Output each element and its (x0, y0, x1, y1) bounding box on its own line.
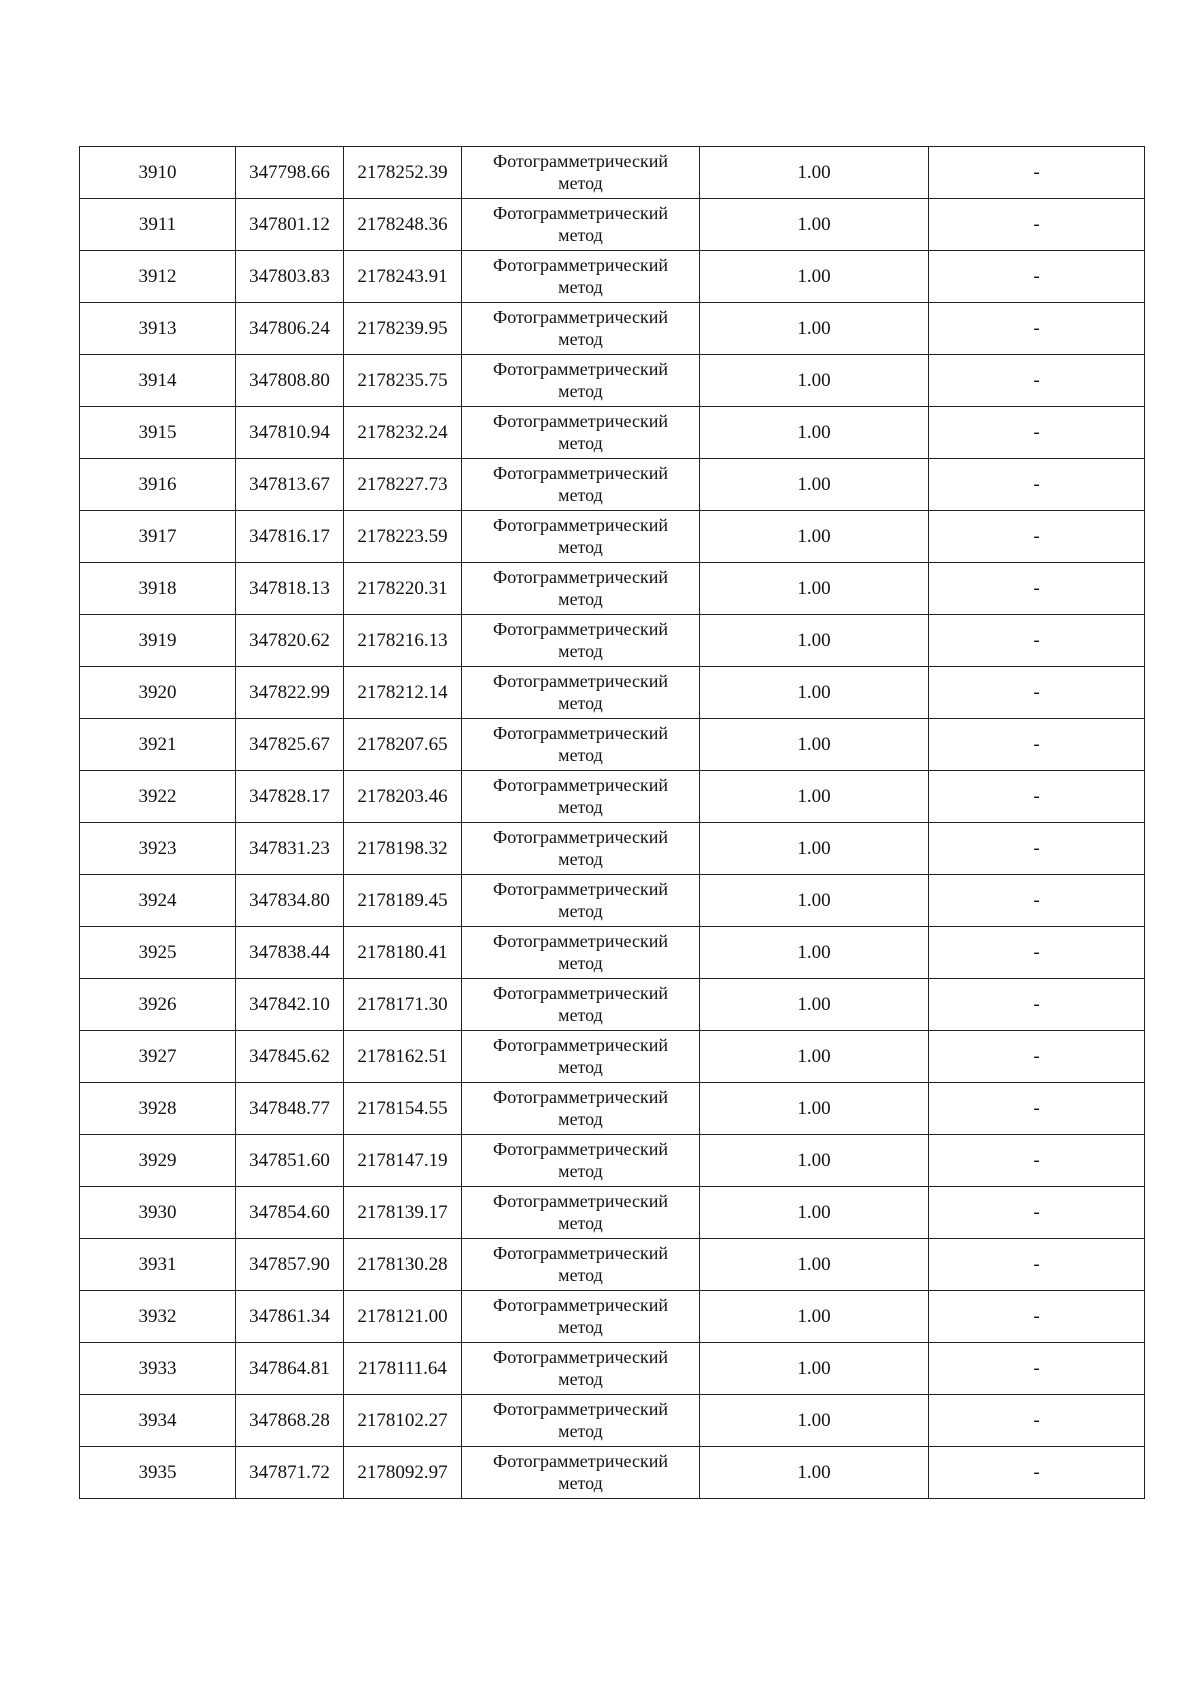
x-coordinate-cell: 347820.62 (236, 615, 344, 667)
table-row (80, 563, 1145, 615)
method-line-2: метод (558, 588, 603, 609)
point-number-cell: 3927 (80, 1031, 236, 1083)
x-coordinate-cell: 347828.17 (236, 771, 344, 823)
accuracy-cell: 1.00 (700, 1291, 929, 1343)
method-line-2: метод (558, 224, 603, 245)
method-line-2: метод (558, 1056, 603, 1077)
point-number-cell: 3933 (80, 1343, 236, 1395)
point-number-cell: 3916 (80, 459, 236, 511)
method-line-2: метод (558, 328, 603, 349)
point-number-cell: 3921 (80, 719, 236, 771)
method-line-1: Фотограмметрический (493, 1086, 668, 1107)
method-line-2: метод (558, 1004, 603, 1025)
note-cell: - (929, 459, 1145, 511)
method-line-1: Фотограмметрический (493, 1242, 668, 1263)
note-cell: - (929, 147, 1145, 199)
note-cell: - (929, 1135, 1145, 1187)
table-row (80, 303, 1145, 355)
y-coordinate-cell: 2178162.51 (344, 1031, 462, 1083)
accuracy-cell: 1.00 (700, 355, 929, 407)
note-cell: - (929, 875, 1145, 927)
accuracy-cell: 1.00 (700, 1395, 929, 1447)
table-row (80, 1135, 1145, 1187)
point-number-cell: 3932 (80, 1291, 236, 1343)
method-line-1: Фотограмметрический (493, 826, 668, 847)
method-line-1: Фотограмметрический (493, 1450, 668, 1471)
accuracy-cell: 1.00 (700, 875, 929, 927)
x-coordinate-cell: 347854.60 (236, 1187, 344, 1239)
method-cell (462, 199, 700, 251)
method-cell (462, 1395, 700, 1447)
note-cell: - (929, 563, 1145, 615)
note-cell: - (929, 719, 1145, 771)
method-line-2: метод (558, 1108, 603, 1129)
method-cell (462, 355, 700, 407)
accuracy-cell: 1.00 (700, 979, 929, 1031)
accuracy-cell: 1.00 (700, 303, 929, 355)
note-cell: - (929, 511, 1145, 563)
method-line-2: метод (558, 952, 603, 973)
table-row (80, 199, 1145, 251)
y-coordinate-cell: 2178092.97 (344, 1447, 462, 1499)
method-line-2: метод (558, 484, 603, 505)
point-number-cell: 3925 (80, 927, 236, 979)
method-line-1: Фотограмметрический (493, 1034, 668, 1055)
x-coordinate-cell: 347871.72 (236, 1447, 344, 1499)
point-number-cell: 3914 (80, 355, 236, 407)
point-number-cell: 3935 (80, 1447, 236, 1499)
table-row (80, 355, 1145, 407)
accuracy-cell: 1.00 (700, 1135, 929, 1187)
table-row (80, 615, 1145, 667)
method-line-2: метод (558, 692, 603, 713)
y-coordinate-cell: 2178180.41 (344, 927, 462, 979)
method-line-1: Фотограмметрический (493, 878, 668, 899)
method-line-1: Фотограмметрический (493, 410, 668, 431)
method-cell (462, 1031, 700, 1083)
x-coordinate-cell: 347838.44 (236, 927, 344, 979)
method-line-1: Фотограмметрический (493, 670, 668, 691)
accuracy-cell: 1.00 (700, 615, 929, 667)
point-number-cell: 3913 (80, 303, 236, 355)
x-coordinate-cell: 347851.60 (236, 1135, 344, 1187)
note-cell: - (929, 303, 1145, 355)
x-coordinate-cell: 347801.12 (236, 199, 344, 251)
point-number-cell: 3934 (80, 1395, 236, 1447)
note-cell: - (929, 979, 1145, 1031)
y-coordinate-cell: 2178111.64 (344, 1343, 462, 1395)
accuracy-cell: 1.00 (700, 1447, 929, 1499)
y-coordinate-cell: 2178212.14 (344, 667, 462, 719)
y-coordinate-cell: 2178207.65 (344, 719, 462, 771)
note-cell: - (929, 927, 1145, 979)
accuracy-cell: 1.00 (700, 459, 929, 511)
method-cell (462, 511, 700, 563)
y-coordinate-cell: 2178239.95 (344, 303, 462, 355)
table-row (80, 979, 1145, 1031)
accuracy-cell: 1.00 (700, 147, 929, 199)
note-cell: - (929, 1447, 1145, 1499)
accuracy-cell: 1.00 (700, 511, 929, 563)
point-number-cell: 3920 (80, 667, 236, 719)
note-cell: - (929, 771, 1145, 823)
method-cell (462, 1187, 700, 1239)
method-cell (462, 1447, 700, 1499)
y-coordinate-cell: 2178243.91 (344, 251, 462, 303)
method-line-2: метод (558, 1160, 603, 1181)
table-row (80, 511, 1145, 563)
method-cell (462, 147, 700, 199)
note-cell: - (929, 1031, 1145, 1083)
method-line-1: Фотограмметрический (493, 202, 668, 223)
y-coordinate-cell: 2178252.39 (344, 147, 462, 199)
y-coordinate-cell: 2178102.27 (344, 1395, 462, 1447)
y-coordinate-cell: 2178147.19 (344, 1135, 462, 1187)
note-cell: - (929, 355, 1145, 407)
table-row (80, 1031, 1145, 1083)
method-line-2: метод (558, 536, 603, 557)
table-row (80, 147, 1145, 199)
method-line-1: Фотограмметрический (493, 618, 668, 639)
point-number-cell: 3923 (80, 823, 236, 875)
method-cell (462, 1291, 700, 1343)
method-cell (462, 875, 700, 927)
x-coordinate-cell: 347861.34 (236, 1291, 344, 1343)
method-cell (462, 1239, 700, 1291)
table-row (80, 1343, 1145, 1395)
accuracy-cell: 1.00 (700, 1239, 929, 1291)
method-line-1: Фотограмметрический (493, 254, 668, 275)
x-coordinate-cell: 347822.99 (236, 667, 344, 719)
method-line-2: метод (558, 900, 603, 921)
accuracy-cell: 1.00 (700, 667, 929, 719)
method-line-1: Фотограмметрический (493, 930, 668, 951)
method-line-1: Фотограмметрический (493, 462, 668, 483)
method-line-2: метод (558, 1368, 603, 1389)
point-number-cell: 3919 (80, 615, 236, 667)
y-coordinate-cell: 2178139.17 (344, 1187, 462, 1239)
method-line-1: Фотограмметрический (493, 358, 668, 379)
accuracy-cell: 1.00 (700, 719, 929, 771)
table-row (80, 875, 1145, 927)
method-cell (462, 927, 700, 979)
point-number-cell: 3926 (80, 979, 236, 1031)
method-cell (462, 459, 700, 511)
note-cell: - (929, 1343, 1145, 1395)
method-line-1: Фотограмметрический (493, 1346, 668, 1367)
accuracy-cell: 1.00 (700, 823, 929, 875)
point-number-cell: 3924 (80, 875, 236, 927)
x-coordinate-cell: 347816.17 (236, 511, 344, 563)
accuracy-cell: 1.00 (700, 1083, 929, 1135)
method-cell (462, 1083, 700, 1135)
method-line-1: Фотограмметрический (493, 514, 668, 535)
method-cell (462, 251, 700, 303)
note-cell: - (929, 1187, 1145, 1239)
point-number-cell: 3912 (80, 251, 236, 303)
x-coordinate-cell: 347808.80 (236, 355, 344, 407)
method-cell (462, 563, 700, 615)
method-line-1: Фотограмметрический (493, 1138, 668, 1159)
table-row (80, 719, 1145, 771)
accuracy-cell: 1.00 (700, 407, 929, 459)
accuracy-cell: 1.00 (700, 1187, 929, 1239)
y-coordinate-cell: 2178216.13 (344, 615, 462, 667)
point-number-cell: 3930 (80, 1187, 236, 1239)
table-row (80, 251, 1145, 303)
note-cell: - (929, 407, 1145, 459)
method-line-1: Фотограмметрический (493, 306, 668, 327)
accuracy-cell: 1.00 (700, 199, 929, 251)
accuracy-cell: 1.00 (700, 1031, 929, 1083)
table-row (80, 1187, 1145, 1239)
method-line-2: метод (558, 1420, 603, 1441)
method-line-2: метод (558, 1472, 603, 1493)
table-row (80, 1083, 1145, 1135)
accuracy-cell: 1.00 (700, 771, 929, 823)
x-coordinate-cell: 347864.81 (236, 1343, 344, 1395)
x-coordinate-cell: 347857.90 (236, 1239, 344, 1291)
method-line-2: метод (558, 1212, 603, 1233)
y-coordinate-cell: 2178227.73 (344, 459, 462, 511)
accuracy-cell: 1.00 (700, 1343, 929, 1395)
x-coordinate-cell: 347798.66 (236, 147, 344, 199)
x-coordinate-cell: 347818.13 (236, 563, 344, 615)
y-coordinate-cell: 2178232.24 (344, 407, 462, 459)
point-number-cell: 3910 (80, 147, 236, 199)
method-line-1: Фотограмметрический (493, 982, 668, 1003)
point-number-cell: 3931 (80, 1239, 236, 1291)
method-line-2: метод (558, 744, 603, 765)
table-row (80, 1395, 1145, 1447)
table-row (80, 1291, 1145, 1343)
x-coordinate-cell: 347848.77 (236, 1083, 344, 1135)
point-number-cell: 3915 (80, 407, 236, 459)
note-cell: - (929, 1083, 1145, 1135)
method-cell (462, 719, 700, 771)
note-cell: - (929, 1395, 1145, 1447)
x-coordinate-cell: 347825.67 (236, 719, 344, 771)
method-cell (462, 1135, 700, 1187)
point-number-cell: 3929 (80, 1135, 236, 1187)
point-number-cell: 3911 (80, 199, 236, 251)
point-number-cell: 3928 (80, 1083, 236, 1135)
y-coordinate-cell: 2178220.31 (344, 563, 462, 615)
x-coordinate-cell: 347845.62 (236, 1031, 344, 1083)
method-cell (462, 823, 700, 875)
y-coordinate-cell: 2178223.59 (344, 511, 462, 563)
method-line-2: метод (558, 380, 603, 401)
x-coordinate-cell: 347831.23 (236, 823, 344, 875)
method-line-1: Фотограмметрический (493, 774, 668, 795)
method-line-1: Фотограмметрический (493, 150, 668, 171)
method-cell (462, 771, 700, 823)
method-line-1: Фотограмметрический (493, 566, 668, 587)
x-coordinate-cell: 347806.24 (236, 303, 344, 355)
table-row (80, 459, 1145, 511)
y-coordinate-cell: 2178154.55 (344, 1083, 462, 1135)
y-coordinate-cell: 2178130.28 (344, 1239, 462, 1291)
y-coordinate-cell: 2178235.75 (344, 355, 462, 407)
method-line-2: метод (558, 1264, 603, 1285)
x-coordinate-cell: 347842.10 (236, 979, 344, 1031)
coordinates-table-body (80, 147, 1145, 1499)
note-cell: - (929, 615, 1145, 667)
method-line-1: Фотограмметрический (493, 1398, 668, 1419)
method-cell (462, 407, 700, 459)
method-cell (462, 667, 700, 719)
note-cell: - (929, 199, 1145, 251)
x-coordinate-cell: 347813.67 (236, 459, 344, 511)
method-cell (462, 303, 700, 355)
method-line-2: метод (558, 796, 603, 817)
table-row (80, 771, 1145, 823)
table-row (80, 927, 1145, 979)
note-cell: - (929, 1239, 1145, 1291)
method-cell (462, 979, 700, 1031)
y-coordinate-cell: 2178198.32 (344, 823, 462, 875)
point-number-cell: 3917 (80, 511, 236, 563)
table-row (80, 407, 1145, 459)
point-number-cell: 3922 (80, 771, 236, 823)
y-coordinate-cell: 2178171.30 (344, 979, 462, 1031)
method-line-1: Фотограмметрический (493, 722, 668, 743)
x-coordinate-cell: 347834.80 (236, 875, 344, 927)
y-coordinate-cell: 2178189.45 (344, 875, 462, 927)
y-coordinate-cell: 2178121.00 (344, 1291, 462, 1343)
x-coordinate-cell: 347810.94 (236, 407, 344, 459)
y-coordinate-cell: 2178203.46 (344, 771, 462, 823)
table-row (80, 1239, 1145, 1291)
table-row (80, 823, 1145, 875)
method-cell (462, 615, 700, 667)
table-row (80, 1447, 1145, 1499)
point-number-cell: 3918 (80, 563, 236, 615)
accuracy-cell: 1.00 (700, 251, 929, 303)
coordinates-table (79, 146, 1145, 1499)
method-line-1: Фотограмметрический (493, 1294, 668, 1315)
method-line-1: Фотограмметрический (493, 1190, 668, 1211)
method-line-2: метод (558, 848, 603, 869)
method-line-2: метод (558, 276, 603, 297)
method-line-2: метод (558, 172, 603, 193)
accuracy-cell: 1.00 (700, 927, 929, 979)
note-cell: - (929, 667, 1145, 719)
method-line-2: метод (558, 640, 603, 661)
accuracy-cell: 1.00 (700, 563, 929, 615)
note-cell: - (929, 251, 1145, 303)
note-cell: - (929, 1291, 1145, 1343)
method-line-2: метод (558, 432, 603, 453)
method-cell (462, 1343, 700, 1395)
note-cell: - (929, 823, 1145, 875)
x-coordinate-cell: 347868.28 (236, 1395, 344, 1447)
table-row (80, 667, 1145, 719)
y-coordinate-cell: 2178248.36 (344, 199, 462, 251)
x-coordinate-cell: 347803.83 (236, 251, 344, 303)
method-line-2: метод (558, 1316, 603, 1337)
